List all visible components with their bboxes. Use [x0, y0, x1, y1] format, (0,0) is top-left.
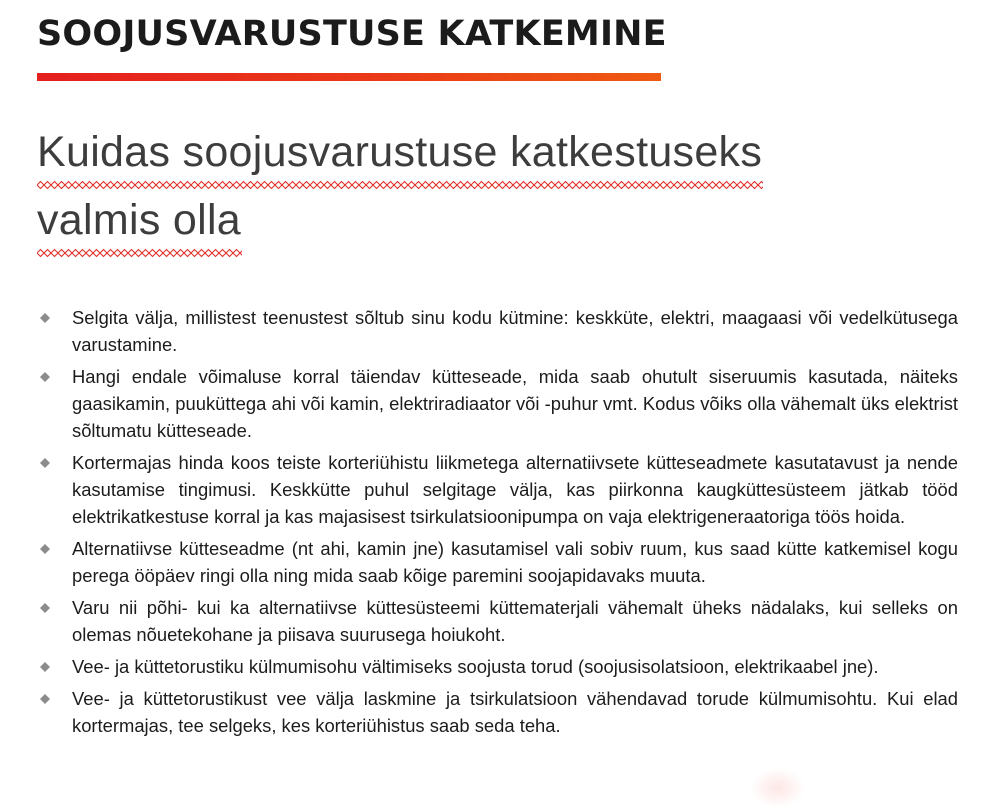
- list-item: [37, 304, 958, 358]
- list-item: [37, 653, 958, 680]
- decorative-glow: [750, 768, 806, 808]
- list-item-text: Alternatiivse kütteseadme (nt ahi, kamin jne) kasutamisel vali sobiv ruum, kus saad kütte katkemisel kogu perega ööpäev ringi olla ning mida saab kõige paremini soojapidavaks muuta.: [72, 538, 958, 586]
- list-item-text: Hangi endale võimaluse korral täiendav kütteseade, mida saab ohutult siseruumis kasutada, näiteks gaasikamin, puuküttega ahi või kamin, elektriradiaator või -puhur vmt. Kodus võiks olla vähemalt üks elektrist sõltumatu kütteseade.: [72, 366, 958, 441]
- list-item: [37, 594, 958, 648]
- list-item-text: Varu nii põhi- kui ka alternatiivse küttesüsteemi küttematerjali vähemalt üheks nädalaks, kui selleks on olemas nõuetekohane ja piisava suurusega hoiukoht.: [72, 597, 958, 645]
- diamond-bullet-icon: [40, 313, 50, 323]
- section-heading-line-1: [37, 120, 762, 188]
- list-item-text: Vee- ja küttetorustiku külmumisohu vältimiseks soojusta torud (soojusisolatsioon, elektrikaabel jne).: [72, 656, 879, 677]
- section-heading-line-2: [37, 188, 762, 256]
- diamond-bullet-icon: [40, 694, 50, 704]
- list-item: [37, 449, 958, 530]
- title-accent-bar: [37, 73, 661, 81]
- diamond-bullet-icon: [40, 372, 50, 382]
- list-item: [37, 685, 958, 739]
- page-title: SOOJUSVARUSTUSE KATKEMINE: [37, 14, 667, 54]
- list-item: [37, 535, 958, 589]
- list-item-text: Vee- ja küttetorustikust vee välja laskmine ja tsirkulatsioon vähendavad torude külmumisohtu. Kui elad kortermajas, tee selgeks, kes korteriühistus saab seda teha.: [72, 688, 958, 736]
- section-heading-text-2: valmis olla: [37, 188, 241, 256]
- list-item: [37, 363, 958, 444]
- section-heading-text-1: Kuidas soojusvarustuse katkestuseks: [37, 120, 762, 188]
- list-item-text: Kortermajas hinda koos teiste korteriühistu liikmetega alternatiivsete kütteseadmete kasutatavust ja nende kasutamise tingimusi. Keskkütte puhul selgitage välja, kas piirkonna kaugküttesüsteem jätkab tööd elektrikatkestuse korral ja kas majasisest tsirkulatsioonipumpa on vaja elektrigeneraatoriga töös hoida.: [72, 452, 958, 527]
- list-item-text: Selgita välja, millistest teenustest sõltub sinu kodu kütmine: keskküte, elektri, maagaasi või vedelkütusega varustamine.: [72, 307, 958, 355]
- zigzag-underline: [37, 248, 242, 258]
- diamond-bullet-icon: [40, 458, 50, 468]
- advice-list: [37, 304, 958, 744]
- diamond-bullet-icon: [40, 544, 50, 554]
- diamond-bullet-icon: [40, 603, 50, 613]
- diamond-bullet-icon: [40, 662, 50, 672]
- section-heading: [37, 120, 762, 256]
